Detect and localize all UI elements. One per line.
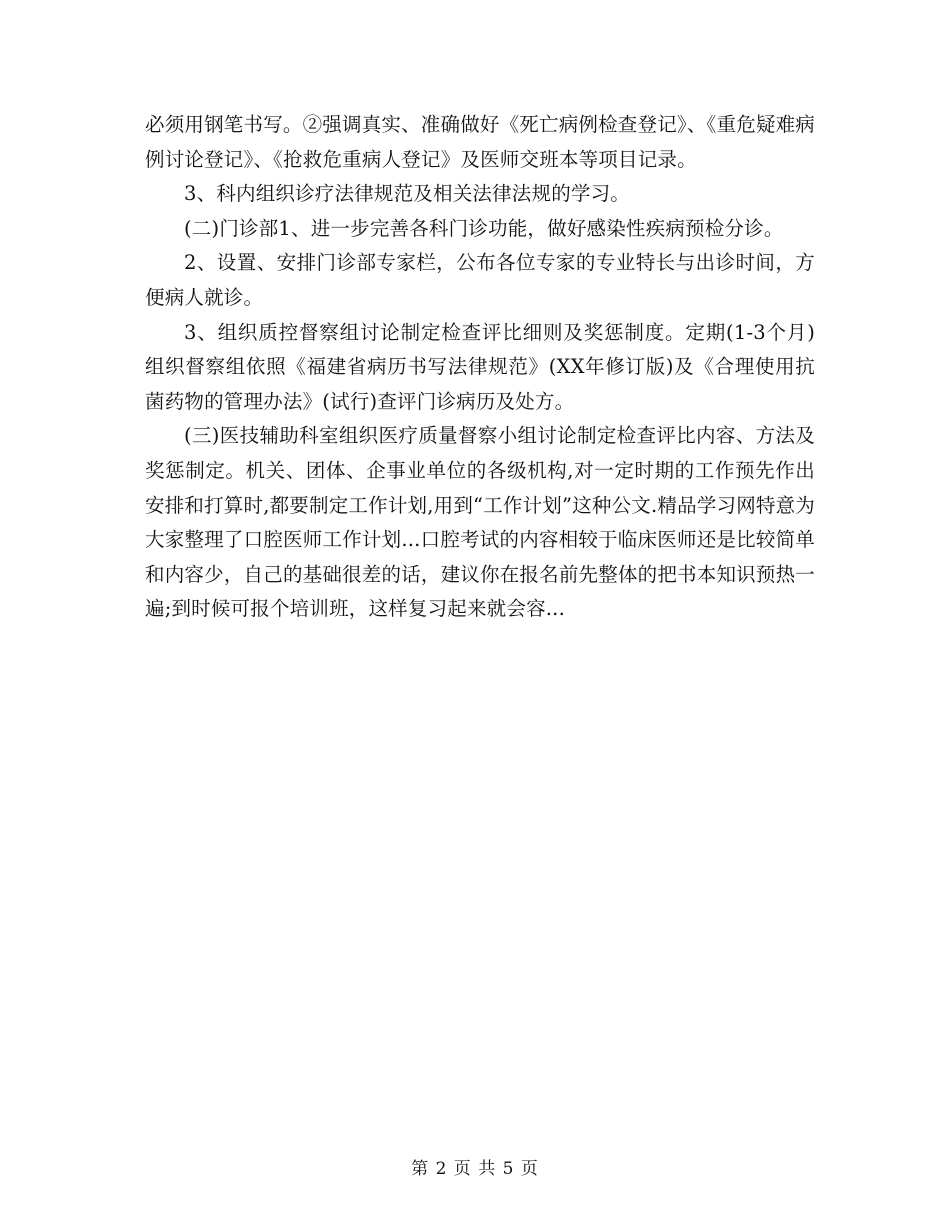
paragraph-1: 必须用钢笔书写。②强调真实、准确做好《死亡病例检查登记》、《重危疑难病例讨论登记》、《抢救危重病人登记》及医师交班本等项目记录。 bbox=[145, 113, 816, 171]
page-number-footer: 第 2 页 共 5 页 bbox=[411, 1159, 539, 1179]
paragraph-4: 2、设置、安排门诊部专家栏，公布各位专家的专业特长与出诊时间，方便病人就诊。 bbox=[145, 251, 815, 309]
paragraph-3: (二)门诊部1、进一步完善各科门诊功能，做好感染性疾病预检分诊。 bbox=[184, 216, 784, 240]
paragraph-6: (三)医技辅助科室组织医疗质量督察小组讨论制定检查评比内容、方法及奖惩制定。机关、团体、企事业单位的各级机构,对一定时期的工作预先作出安排和打算时,都要制定工作计划,用到“工作计划”这种公文.精品学习网特意为大家整理了口腔医师工作计划...口腔考试的内容相较于临床医师还是比较简单和内容少，自己的基础很差的话，建议你在报名前先整体的把书本知识预热一遍;到时候可报个培训班，这样复习起来就会容... bbox=[145, 424, 815, 621]
paragraph-2: 3、科内组织诊疗法律规范及相关法律法规的学习。 bbox=[184, 182, 631, 206]
document-body bbox=[145, 108, 815, 627]
paragraph-5: 3、组织质控督察组讨论制定检查评比细则及奖惩制度。定期(1-3个月)组织督察组依照《福建省病历书写法律规范》(XX年修订版)及《合理使用抗菌药物的管理办法》(试行)查评门诊病历及处方。 bbox=[145, 320, 815, 413]
